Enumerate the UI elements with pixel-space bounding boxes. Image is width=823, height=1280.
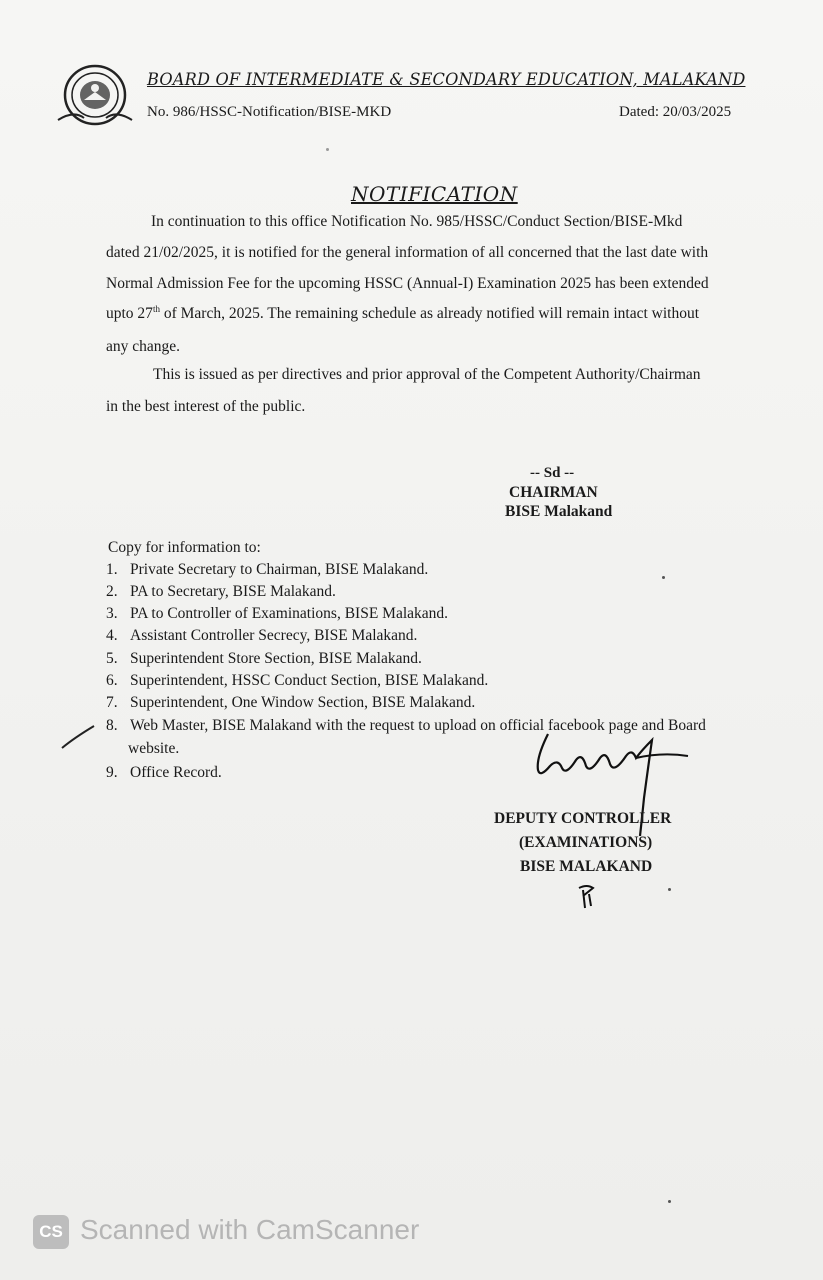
list-item bbox=[106, 764, 222, 782]
date bbox=[619, 104, 731, 121]
scan-speck bbox=[662, 576, 665, 579]
list-number: 1. bbox=[106, 561, 118, 578]
body-line-part: of March, 2025. The remaining schedule as already notified will remain intact without bbox=[159, 305, 699, 322]
list-item bbox=[106, 694, 475, 712]
body-line: This is issued as per directives and prior approval of the Competent Authority/Chairman bbox=[153, 366, 701, 383]
tick-mark-icon bbox=[60, 722, 96, 750]
reference-number: No. 986/HSSC-Notification/BISE-MKD bbox=[147, 104, 392, 120]
list-text: Private Secretary to Chairman, BISE Malakand. bbox=[130, 561, 429, 578]
scan-speck bbox=[668, 1200, 671, 1203]
scan-speck bbox=[326, 148, 329, 151]
notification-title: NOTIFICATION bbox=[351, 182, 518, 206]
body-line bbox=[106, 305, 699, 323]
list-item bbox=[106, 561, 428, 579]
signatory-office: BISE Malakand bbox=[505, 503, 613, 520]
list-number: 7. bbox=[106, 694, 118, 711]
list-text: Superintendent, HSSC Conduct Section, BISE Malakand. bbox=[130, 672, 489, 689]
list-text: Superintendent, One Window Section, BISE Malakand. bbox=[130, 694, 476, 711]
signed-mark: -- Sd -- bbox=[530, 465, 575, 481]
list-text: Web Master, BISE Malakand with the request to upload on official facebook page and Board bbox=[130, 717, 706, 734]
body-line: dated 21/02/2025, it is notified for the general information of all concerned that the last date with bbox=[106, 244, 709, 261]
deputy-controller-office: BISE MALAKAND bbox=[520, 858, 653, 875]
body-line: Normal Admission Fee for the upcoming HSSC (Annual-I) Examination 2025 has been extended bbox=[106, 275, 709, 292]
signatory-designation: CHAIRMAN bbox=[509, 484, 598, 501]
scan-speck bbox=[668, 888, 671, 891]
list-item bbox=[106, 627, 417, 645]
board-seal-icon bbox=[54, 62, 136, 128]
list-number: 8. bbox=[106, 717, 118, 734]
list-text: PA to Controller of Examinations, BISE Malakand. bbox=[130, 605, 449, 622]
initials-icon bbox=[575, 882, 597, 910]
list-item-continuation: website. bbox=[128, 740, 180, 757]
deputy-controller-title: DEPUTY CONTROLLER bbox=[494, 810, 672, 827]
list-text: PA to Secretary, BISE Malakand. bbox=[130, 583, 336, 600]
ordinal-suffix: th bbox=[152, 303, 160, 314]
scanner-watermark: Scanned with CamScanner bbox=[80, 1214, 420, 1245]
body-line: any change. bbox=[106, 338, 181, 355]
camscanner-logo-icon: CS bbox=[33, 1215, 69, 1249]
body-line: in the best interest of the public. bbox=[106, 398, 306, 415]
list-number: 4. bbox=[106, 627, 118, 644]
body-line: In continuation to this office Notification No. 985/HSSC/Conduct Section/BISE-Mkd bbox=[151, 213, 683, 230]
list-item bbox=[106, 672, 488, 690]
body-line-part: upto 27 bbox=[106, 305, 153, 322]
date-label: Dated: bbox=[619, 104, 659, 120]
list-number: 3. bbox=[106, 605, 118, 622]
copy-label: Copy for information to: bbox=[108, 539, 261, 556]
list-text: Assistant Controller Secrecy, BISE Malakand. bbox=[130, 627, 418, 644]
list-number: 9. bbox=[106, 764, 118, 781]
list-item bbox=[106, 583, 336, 601]
board-name: BOARD OF INTERMEDIATE & SECONDARY EDUCATION, MALAKAND bbox=[147, 70, 746, 90]
date-value: 20/03/2025 bbox=[662, 104, 732, 120]
list-text: Office Record. bbox=[130, 764, 222, 781]
list-number: 2. bbox=[106, 583, 118, 600]
list-item bbox=[106, 650, 422, 668]
list-text: Superintendent Store Section, BISE Malakand. bbox=[130, 650, 422, 667]
list-number: 5. bbox=[106, 650, 118, 667]
deputy-controller-dept: (EXAMINATIONS) bbox=[519, 834, 653, 851]
list-number: 6. bbox=[106, 672, 118, 689]
list-item bbox=[106, 605, 448, 623]
